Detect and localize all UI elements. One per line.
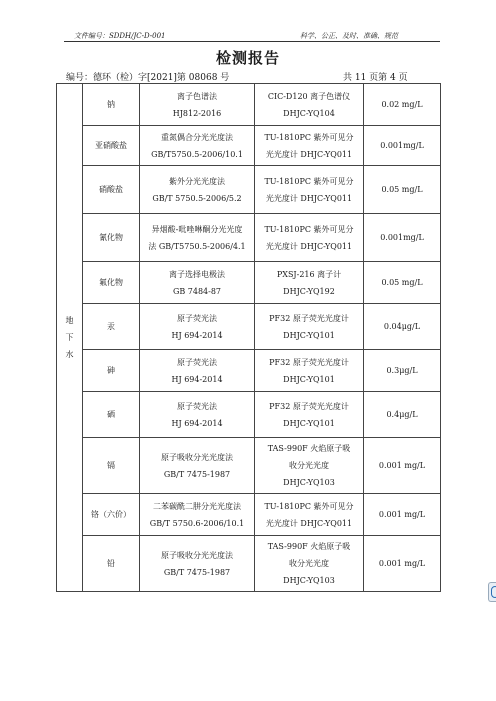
- table-row: [57, 262, 441, 304]
- test-item-cell: 硝酸盐: [83, 166, 140, 214]
- method-cell-line: 紫外分光光度法: [169, 176, 225, 186]
- motto: 科学、公正、及时、准确、规范: [300, 32, 398, 40]
- detection-limit-cell: 0.4μg/L: [364, 392, 441, 438]
- method-cell: [140, 350, 255, 392]
- instrument-cell: [255, 262, 364, 304]
- method-cell-line: GB/T 5750.6-2006/10.1: [149, 518, 245, 528]
- detection-limit-cell: 0.02 mg/L: [364, 84, 441, 126]
- method-cell-line: GB/T 7475-1987: [163, 567, 231, 577]
- instrument-cell-line: TU-1810PC 紫外可见分: [264, 176, 354, 186]
- instrument-cell-line: DHJC-YQ103: [283, 478, 335, 487]
- instrument-cell: [255, 494, 364, 536]
- category-char: 地: [65, 316, 74, 325]
- instrument-cell: [255, 536, 364, 592]
- method-cell: [140, 166, 255, 214]
- method-cell-line: 法 GB/T5750.5-2006/4.1: [148, 241, 246, 251]
- test-item-cell: 氟化物: [83, 262, 140, 304]
- instrument-cell-line: CIC-D120 离子色谱仪: [267, 91, 351, 101]
- method-cell-line: 原子荧光法: [177, 313, 217, 323]
- instrument-cell-line: DHJC-YQ103: [283, 576, 335, 585]
- instrument-cell-line: 收分光光度: [289, 461, 329, 470]
- detection-limit-cell: 0.04μg/L: [364, 304, 441, 350]
- method-cell: [140, 84, 255, 126]
- instrument-cell-line: 光光度计 DHJC-YQ011: [265, 149, 353, 159]
- method-cell-line: 原子吸收分光光度法: [161, 452, 233, 462]
- instrument-cell-line: TU-1810PC 紫外可见分: [264, 501, 354, 511]
- method-cell-line: 重氮偶合分光光度法: [161, 132, 233, 142]
- instrument-cell-line: PF32 原子荧光光度计: [269, 357, 349, 367]
- detection-limit-cell: 0.05 mg/L: [364, 262, 441, 304]
- test-item-cell: 氰化物: [83, 214, 140, 262]
- method-cell: [140, 304, 255, 350]
- method-cell-line: 二苯碳酰二肼分光光度法: [153, 501, 241, 511]
- table-row: [57, 392, 441, 438]
- detection-limit-cell: 0.05 mg/L: [364, 166, 441, 214]
- category-char: 下: [65, 333, 74, 342]
- instrument-cell: [255, 350, 364, 392]
- instrument-cell: [255, 304, 364, 350]
- table-row: [57, 126, 441, 166]
- instrument-cell-line: TU-1810PC 紫外可见分: [264, 224, 354, 234]
- instrument-cell: [255, 166, 364, 214]
- method-cell-line: 原子吸收分光光度法: [161, 550, 233, 560]
- method-cell-line: GB/T 7475-1987: [163, 469, 231, 479]
- method-cell: [140, 494, 255, 536]
- report-number: 编号：德环（检）字[2021]第 08068 号: [66, 73, 230, 83]
- method-cell: [140, 126, 255, 166]
- instrument-cell-line: 光光度计 DHJC-YQ011: [265, 241, 353, 251]
- method-cell-line: 原子荧光法: [177, 401, 217, 411]
- instrument-cell-line: PF32 原子荧光光度计: [269, 313, 349, 323]
- method-cell-line: 离子选择电极法: [169, 269, 225, 279]
- method-cell-line: HJ 694-2014: [171, 418, 223, 428]
- method-cell-line: 原子荧光法: [177, 357, 217, 367]
- method-cell: [140, 536, 255, 592]
- detection-limit-cell: 0.001mg/L: [364, 214, 441, 262]
- method-cell-line: HJ812-2016: [172, 108, 222, 118]
- test-item-cell: 钠: [83, 84, 140, 126]
- instrument-cell-line: 光光度计 DHJC-YQ011: [265, 518, 353, 528]
- page-info: 共 11 页第 4 页: [343, 73, 408, 83]
- method-cell-line: HJ 694-2014: [171, 330, 223, 340]
- instrument-cell-line: TAS-990F 火焰原子吸: [267, 444, 351, 453]
- table-row: [57, 304, 441, 350]
- test-methods-table: [56, 83, 441, 592]
- widget-icon: [491, 586, 496, 598]
- instrument-cell: [255, 392, 364, 438]
- method-cell: [140, 262, 255, 304]
- test-item-cell: 砷: [83, 350, 140, 392]
- instrument-cell-line: 收分光光度: [289, 559, 329, 568]
- instrument-cell-line: DHJC-YQ192: [283, 286, 335, 296]
- instrument-cell: [255, 126, 364, 166]
- table-row: [57, 84, 441, 126]
- test-item-cell: 铅: [83, 536, 140, 592]
- instrument-cell: [255, 214, 364, 262]
- detection-limit-cell: 0.001 mg/L: [364, 494, 441, 536]
- instrument-cell-line: PXSJ-216 离子计: [276, 269, 342, 279]
- detection-limit-cell: 0.001mg/L: [364, 126, 441, 166]
- category-char: 水: [65, 350, 74, 359]
- report-title: 检测报告: [215, 49, 280, 67]
- instrument-cell-line: TAS-990F 火焰原子吸: [267, 542, 351, 551]
- instrument-cell-line: 光光度计 DHJC-YQ011: [265, 193, 353, 203]
- method-cell-line: HJ 694-2014: [171, 374, 223, 384]
- header-divider: [64, 41, 440, 42]
- table-row: [57, 494, 441, 536]
- side-widget-tab[interactable]: [488, 582, 496, 602]
- method-cell-line: GB 7484-87: [172, 286, 222, 296]
- category-cell: [57, 84, 83, 592]
- test-item-cell: 亚硝酸盐: [83, 126, 140, 166]
- test-item-cell: 镉: [83, 438, 140, 494]
- instrument-cell: [255, 84, 364, 126]
- table-row: [57, 166, 441, 214]
- instrument-cell-line: PF32 原子荧光光度计: [269, 401, 349, 411]
- detection-limit-cell: 0.3μg/L: [364, 350, 441, 392]
- method-cell: [140, 214, 255, 262]
- method-cell-line: GB/T5750.5-2006/10.1: [151, 149, 243, 159]
- method-cell-line: 异烟酸-吡唑啉酮分光光度: [151, 224, 243, 234]
- method-cell-line: GB/T 5750.5-2006/5.2: [152, 193, 242, 203]
- method-cell: [140, 392, 255, 438]
- instrument-cell-line: DHJC-YQ104: [283, 108, 335, 118]
- table-row: [57, 536, 441, 592]
- table-row: [57, 438, 441, 494]
- table-row: [57, 350, 441, 392]
- table-row: [57, 214, 441, 262]
- test-item-cell: 硒: [83, 392, 140, 438]
- test-item-cell: 汞: [83, 304, 140, 350]
- instrument-cell-line: DHJC-YQ101: [283, 330, 335, 340]
- method-cell: [140, 438, 255, 494]
- instrument-cell-line: DHJC-YQ101: [283, 374, 335, 384]
- doc-number: 文件编号：SDDH/JC-D-001: [74, 32, 166, 40]
- method-cell-line: 离子色谱法: [177, 91, 217, 101]
- test-item-cell: 铬（六价）: [83, 494, 140, 536]
- instrument-cell-line: TU-1810PC 紫外可见分: [264, 132, 354, 142]
- instrument-cell-line: DHJC-YQ101: [283, 418, 335, 428]
- detection-limit-cell: 0.001 mg/L: [364, 536, 441, 592]
- detection-limit-cell: 0.001 mg/L: [364, 438, 441, 494]
- instrument-cell: [255, 438, 364, 494]
